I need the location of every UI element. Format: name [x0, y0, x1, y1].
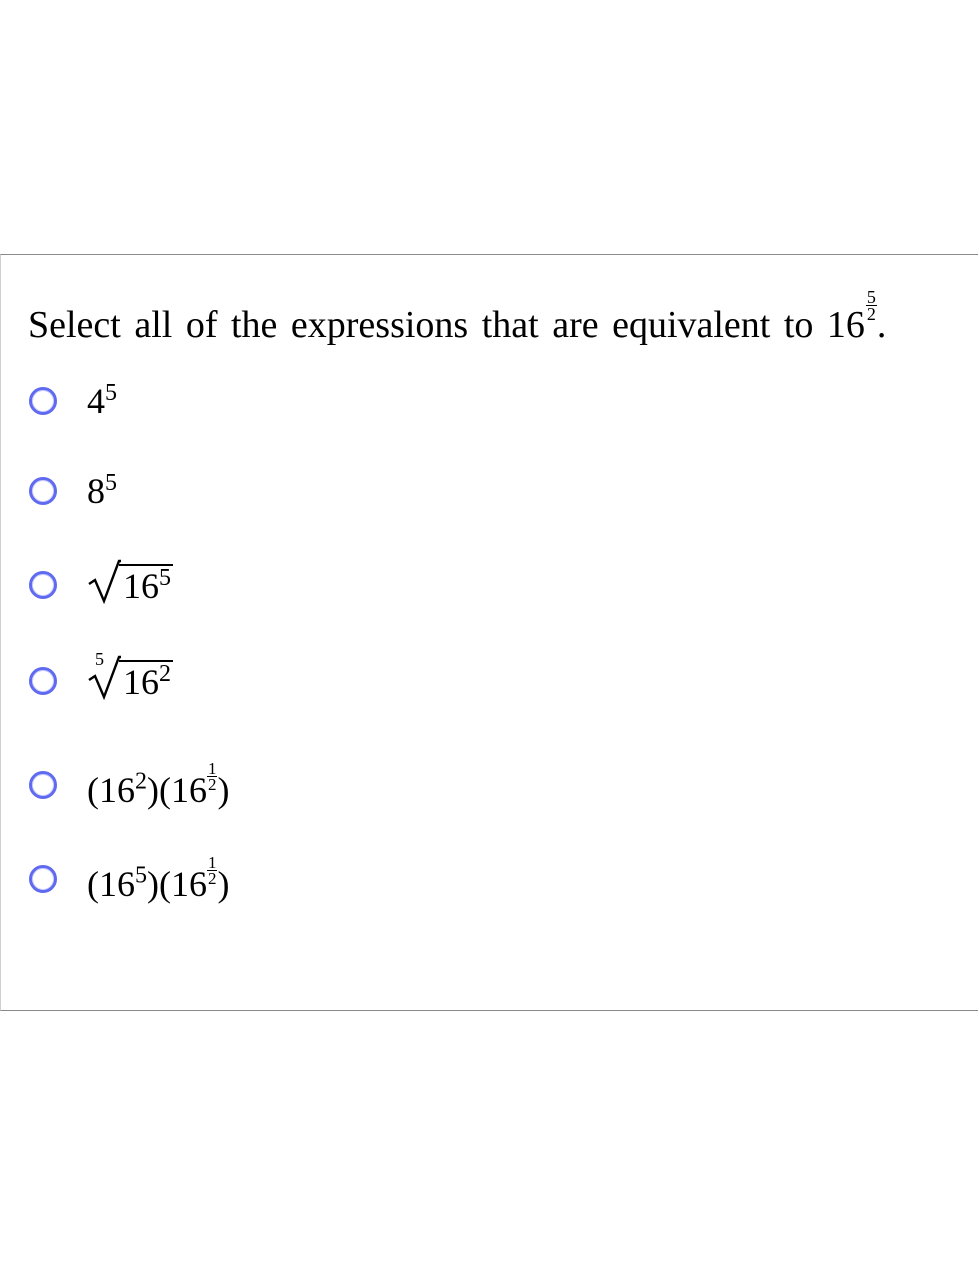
- option-fifth-root-16-pow-2[interactable]: [29, 651, 173, 711]
- option-expression: [87, 758, 230, 810]
- expr-part-close: ): [217, 863, 230, 904]
- fraction-numerator: 1: [207, 758, 217, 778]
- radio-circle-icon[interactable]: [29, 667, 57, 695]
- radio-circle-icon[interactable]: [29, 771, 57, 799]
- option-expression: [87, 471, 117, 511]
- option-expression: [87, 852, 230, 904]
- expr-fraction-exponent: [207, 758, 218, 794]
- radicand: [119, 564, 173, 604]
- prompt-exponent-denominator: 2: [866, 304, 876, 324]
- expr-part-close: ): [217, 769, 230, 810]
- square-root: [87, 558, 173, 604]
- option-expression: [87, 558, 173, 612]
- prompt-text: Select all of the expressions that are equivalent to 16: [28, 304, 865, 347]
- option-4-pow-5[interactable]: [29, 371, 117, 431]
- prompt-exponent-numerator: 5: [866, 287, 876, 307]
- radicand: [119, 660, 173, 700]
- expr-exponent: 5: [135, 862, 147, 889]
- expr-part-mid: )(16: [147, 769, 207, 810]
- fraction-denominator: 2: [207, 774, 217, 794]
- option-base: 4: [87, 381, 105, 421]
- expr-fraction-exponent: [207, 852, 218, 888]
- expr-part-open: (16: [87, 769, 135, 810]
- option-base: 8: [87, 471, 105, 511]
- prompt-period: .: [876, 304, 887, 347]
- radical-sign-icon: [87, 558, 121, 604]
- prompt-exponent-fraction: [866, 289, 877, 322]
- radio-circle-icon[interactable]: [29, 477, 57, 505]
- radical-sign-icon: [87, 654, 121, 700]
- question-card: [0, 254, 978, 1011]
- radio-circle-icon[interactable]: [29, 571, 57, 599]
- radio-circle-icon[interactable]: [29, 387, 57, 415]
- fraction-denominator: 2: [207, 868, 217, 888]
- question-prompt: [28, 289, 886, 348]
- option-expression: [87, 381, 117, 421]
- radicand-exponent: 5: [159, 564, 171, 591]
- radio-circle-icon[interactable]: [29, 865, 57, 893]
- root-index: 5: [95, 649, 104, 669]
- expr-exponent: 2: [135, 768, 147, 795]
- nth-root: [87, 649, 173, 702]
- radicand-base: 16: [123, 566, 159, 606]
- expr-part-mid: )(16: [147, 863, 207, 904]
- option-sqrt-16-pow-5[interactable]: [29, 555, 173, 615]
- radicand-base: 16: [123, 662, 159, 702]
- radicand-exponent: 2: [159, 660, 171, 687]
- option-exponent: 5: [105, 379, 117, 406]
- option-expression: [87, 649, 173, 708]
- fraction-numerator: 1: [207, 852, 217, 872]
- option-8-pow-5[interactable]: [29, 461, 117, 521]
- expr-part-open: (16: [87, 863, 135, 904]
- option-16-pow-5-times-16-pow-half[interactable]: [29, 849, 229, 909]
- option-exponent: 5: [105, 469, 117, 496]
- option-16-pow-2-times-16-pow-half[interactable]: [29, 755, 229, 815]
